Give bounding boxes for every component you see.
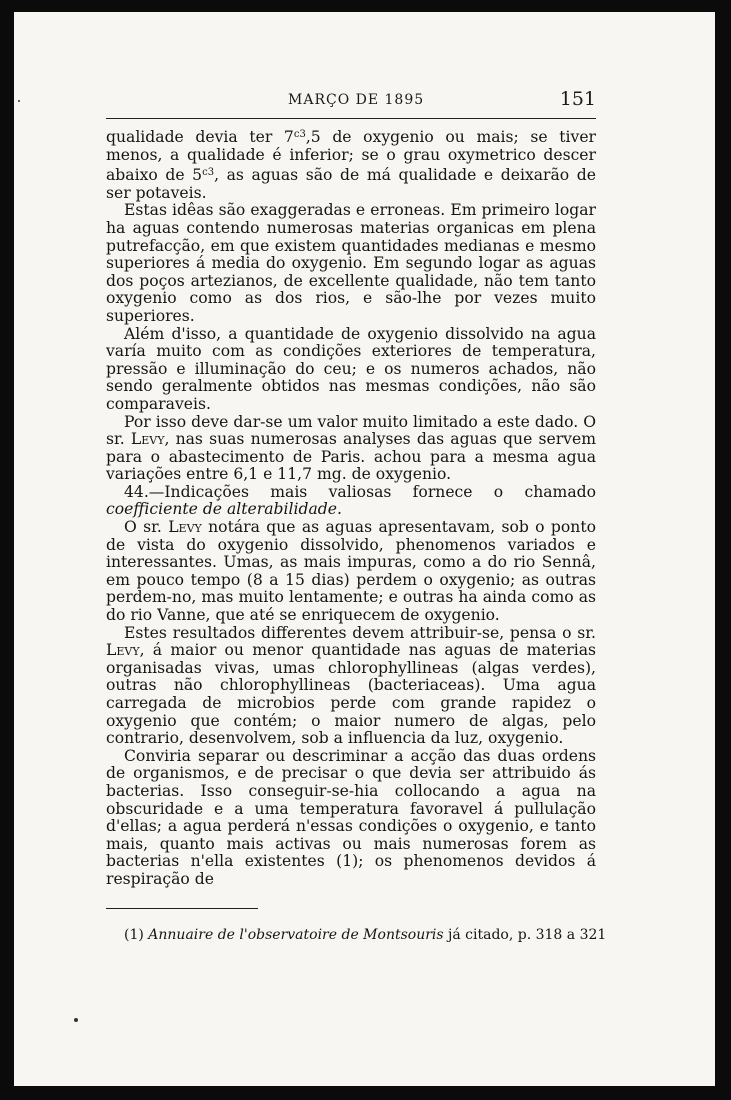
- page-number: 151: [559, 88, 596, 110]
- paragraph-8: Conviria separar ou descriminar a acção das duas ordens de organismos, e de precisar o que devia ser attribuido ás bacterias. Isso conseguir-se-hia collocando a agua na obscuridade e a uma temperatura favoravel á pullulação d'ellas; a agua perderá n'essas condições o oxygenio, e tanto mais, quanto mais activas ou mais numerosas forem as bacterias n'ella existentes (1); os phenomenos devidos á respiração de: [106, 746, 596, 888]
- paragraph-6: [106, 519, 596, 625]
- p6-text-a: O sr.: [124, 518, 169, 537]
- paragraph-7: [106, 625, 596, 748]
- p4-author-name: Levy: [130, 430, 165, 449]
- paragraph-1: [106, 126, 596, 202]
- body-text: [106, 126, 596, 889]
- p7-text-b: , á maior ou menor quantidade nas aguas de materias organisadas vivas, umas chlorophyllineas (algas verdes), outras não chlorophyllineas (bacteriaceas). Uma agua carregada de microbios perde com grande rapidez o oxygenio que contém; o maior numero de algas, pelo contrario, desenvolvem, sob a influencia da luz, oxygenio.: [106, 641, 596, 748]
- p7-author-name: Levy: [106, 641, 140, 660]
- p4-text-b: , nas suas numerosas analyses das aguas que servem para o abastecimento de Paris. achou para a mesma agua variações entre 6,1 e 11,7 mg. de oxygenio.: [106, 430, 596, 484]
- p1-superscript-2: c3: [202, 167, 215, 179]
- p1-text-b: ,5 de oxygenio ou mais; se tiver menos, a qualidade é inferior; se o grau oxymetrico descer abaixo de 5: [106, 128, 596, 185]
- p5-italic-term: coefficiente de alterabilidade.: [106, 500, 342, 519]
- p1-text-a: qualidade devia ter 7: [106, 128, 294, 146]
- footnote-divider: [106, 908, 258, 909]
- p1-superscript-1: c3: [293, 129, 306, 140]
- footnote-citation: já citado, p. 318 a 321: [443, 927, 607, 943]
- p4-text-a: Por isso deve dar-se um valor muito limitado a este dado. O sr.: [106, 412, 596, 449]
- paragraph-5-section-44: [106, 484, 596, 519]
- p5-text-a: 44.—Indicações mais valiosas fornece o chamado: [124, 482, 596, 501]
- p6-author-name: Levy: [168, 518, 202, 537]
- page-header: [106, 78, 596, 119]
- paragraph-4: [106, 414, 596, 484]
- footnote-title: Annuaire de l'observatoire de Montsouris: [148, 927, 444, 943]
- paper-speck: [18, 100, 20, 102]
- document-page: [14, 12, 715, 1086]
- running-title: MARÇO DE 1895: [288, 92, 425, 108]
- paper-speck: [74, 1018, 78, 1022]
- footnote: [124, 927, 607, 943]
- footnote-mark: (1): [124, 927, 149, 943]
- paragraph-3: Além d'isso, a quantidade de oxygenio dissolvido na agua varía muito com as condições exteriores de temperatura, pressão e illuminação do ceu; e os numeros achados, não sendo geralmente obtidos nas mesmas condições, não são comparaveis.: [106, 324, 596, 413]
- p1-text-c: , as aguas são de má qualidade e deixarão de ser potaveis.: [106, 166, 597, 202]
- p7-text-a: Estes resultados differentes devem attribuir-se, pensa o sr.: [124, 623, 596, 642]
- p6-text-b: notára que as aguas apresentavam, sob o ponto de vista do oxygenio dissolvido, phenomenos variados e interessantes. Umas, as mais impuras, como a do rio Sennâ, em pouco tempo (8 a 15 dias) perdem o oxygenio; as outras perdem-no, mas muito lentamente; e outras ha ainda como as do rio Vanne, que até se enriquecem de oxygenio.: [106, 518, 596, 625]
- paragraph-2: Estas idêas são exaggeradas e erroneas. Em primeiro logar ha aguas contendo numerosas materias organicas em plena putrefacção, em que existem quantidades medianas e mesmo superiores á media do oxygenio. Em segundo logar as aguas dos poços artezianos, de excellente qualidade, não tem tanto oxygenio como as dos rios, e são-lhe por vezes muito superiores.: [106, 201, 596, 325]
